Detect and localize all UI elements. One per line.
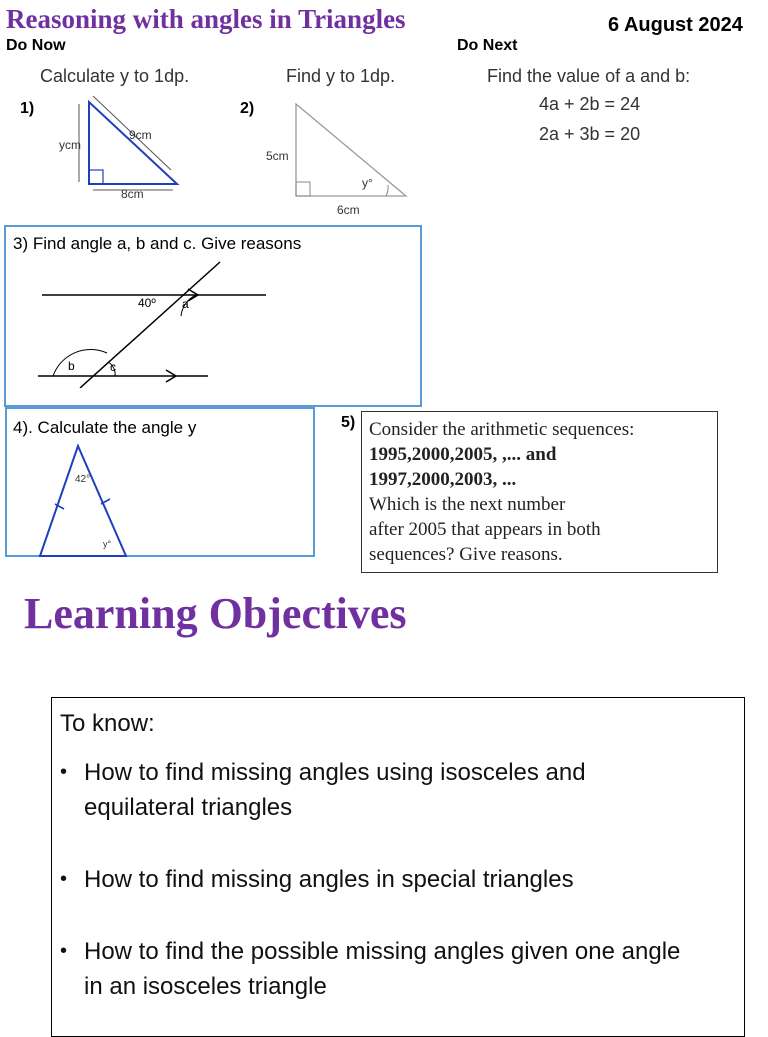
right-triangle [296, 104, 406, 196]
objectives-intro: To know: [60, 710, 155, 737]
right-angle-marker [296, 182, 310, 196]
q4-text: 4). Calculate the angle y [13, 418, 197, 437]
objectives-title: Learning Objectives [24, 589, 407, 638]
q5-line1: Consider the arithmetic sequences: [369, 419, 635, 440]
q5-line4: Which is the next number [369, 494, 566, 515]
q2-triangle-diagram [262, 100, 422, 220]
q1-prompt: Calculate y to 1dp. [40, 66, 190, 86]
objective-text: How to find missing angles using isosceles and equilateral triangles [84, 759, 586, 821]
q3-angle-40-label: 40º [138, 296, 156, 310]
objective-item [60, 934, 700, 1004]
q3-label-c: c [110, 360, 116, 374]
q3-label-b: b [68, 359, 75, 373]
q4-base-label: y° [103, 539, 112, 549]
q5-line3: 1997,2000,2003, ... [369, 469, 517, 490]
objective-item [60, 862, 700, 897]
angle-b-arc [53, 350, 107, 376]
objectives-content [60, 706, 700, 1004]
q5-line5: after 2005 that appears in both [369, 519, 601, 540]
isosceles-triangle [40, 446, 126, 556]
q3-label-a: a [182, 297, 189, 311]
q2-side-left-label: 5cm [266, 149, 289, 163]
date: 6 August 2024 [608, 14, 743, 36]
bullet-icon: • [60, 868, 68, 890]
angle-arc [386, 185, 388, 196]
q1-bottom-label: 8cm [121, 187, 144, 201]
q5-line2: 1995,2000,2005, ,... and [369, 444, 557, 465]
q5-number: 5) [341, 414, 356, 431]
bullet-icon: • [60, 761, 68, 783]
q2-prompt: Find y to 1dp. [286, 66, 396, 86]
bullet-icon: • [60, 940, 68, 962]
q2-bottom-label: 6cm [337, 203, 360, 217]
right-angle-marker [89, 170, 103, 184]
page-title: Reasoning with angles in Triangles [6, 4, 406, 34]
q5-text [369, 417, 634, 567]
q1-triangle-diagram [55, 90, 195, 205]
q3-text: 3) Find angle a, b and c. Give reasons [13, 234, 302, 253]
right-triangle [89, 102, 177, 184]
q1-hyp-label: 9cm [129, 128, 152, 142]
objective-text: How to find missing angles in special triangles [84, 866, 574, 893]
q4-apex-label: 42° [75, 474, 91, 485]
next-eq1: 4a + 2b = 24 [539, 94, 641, 114]
do-next-label: Do Next [457, 37, 518, 54]
q5-line6: sequences? Give reasons. [369, 544, 563, 565]
q1-side-left-label: ycm [59, 138, 81, 152]
q1-number: 1) [20, 100, 35, 117]
objective-text: How to find the possible missing angles given one angle in an isosceles triangle [84, 938, 681, 1000]
next-eq2: 2a + 3b = 20 [539, 124, 641, 144]
next-prompt: Find the value of a and b: [487, 66, 691, 86]
q4-isosceles-diagram [30, 440, 140, 562]
objective-item [60, 755, 700, 825]
do-now-label: Do Now [6, 37, 66, 54]
q3-parallel-lines-diagram [30, 258, 280, 388]
transversal-line [80, 262, 220, 388]
q2-number: 2) [240, 100, 255, 117]
q2-angle-label: y° [362, 176, 373, 190]
